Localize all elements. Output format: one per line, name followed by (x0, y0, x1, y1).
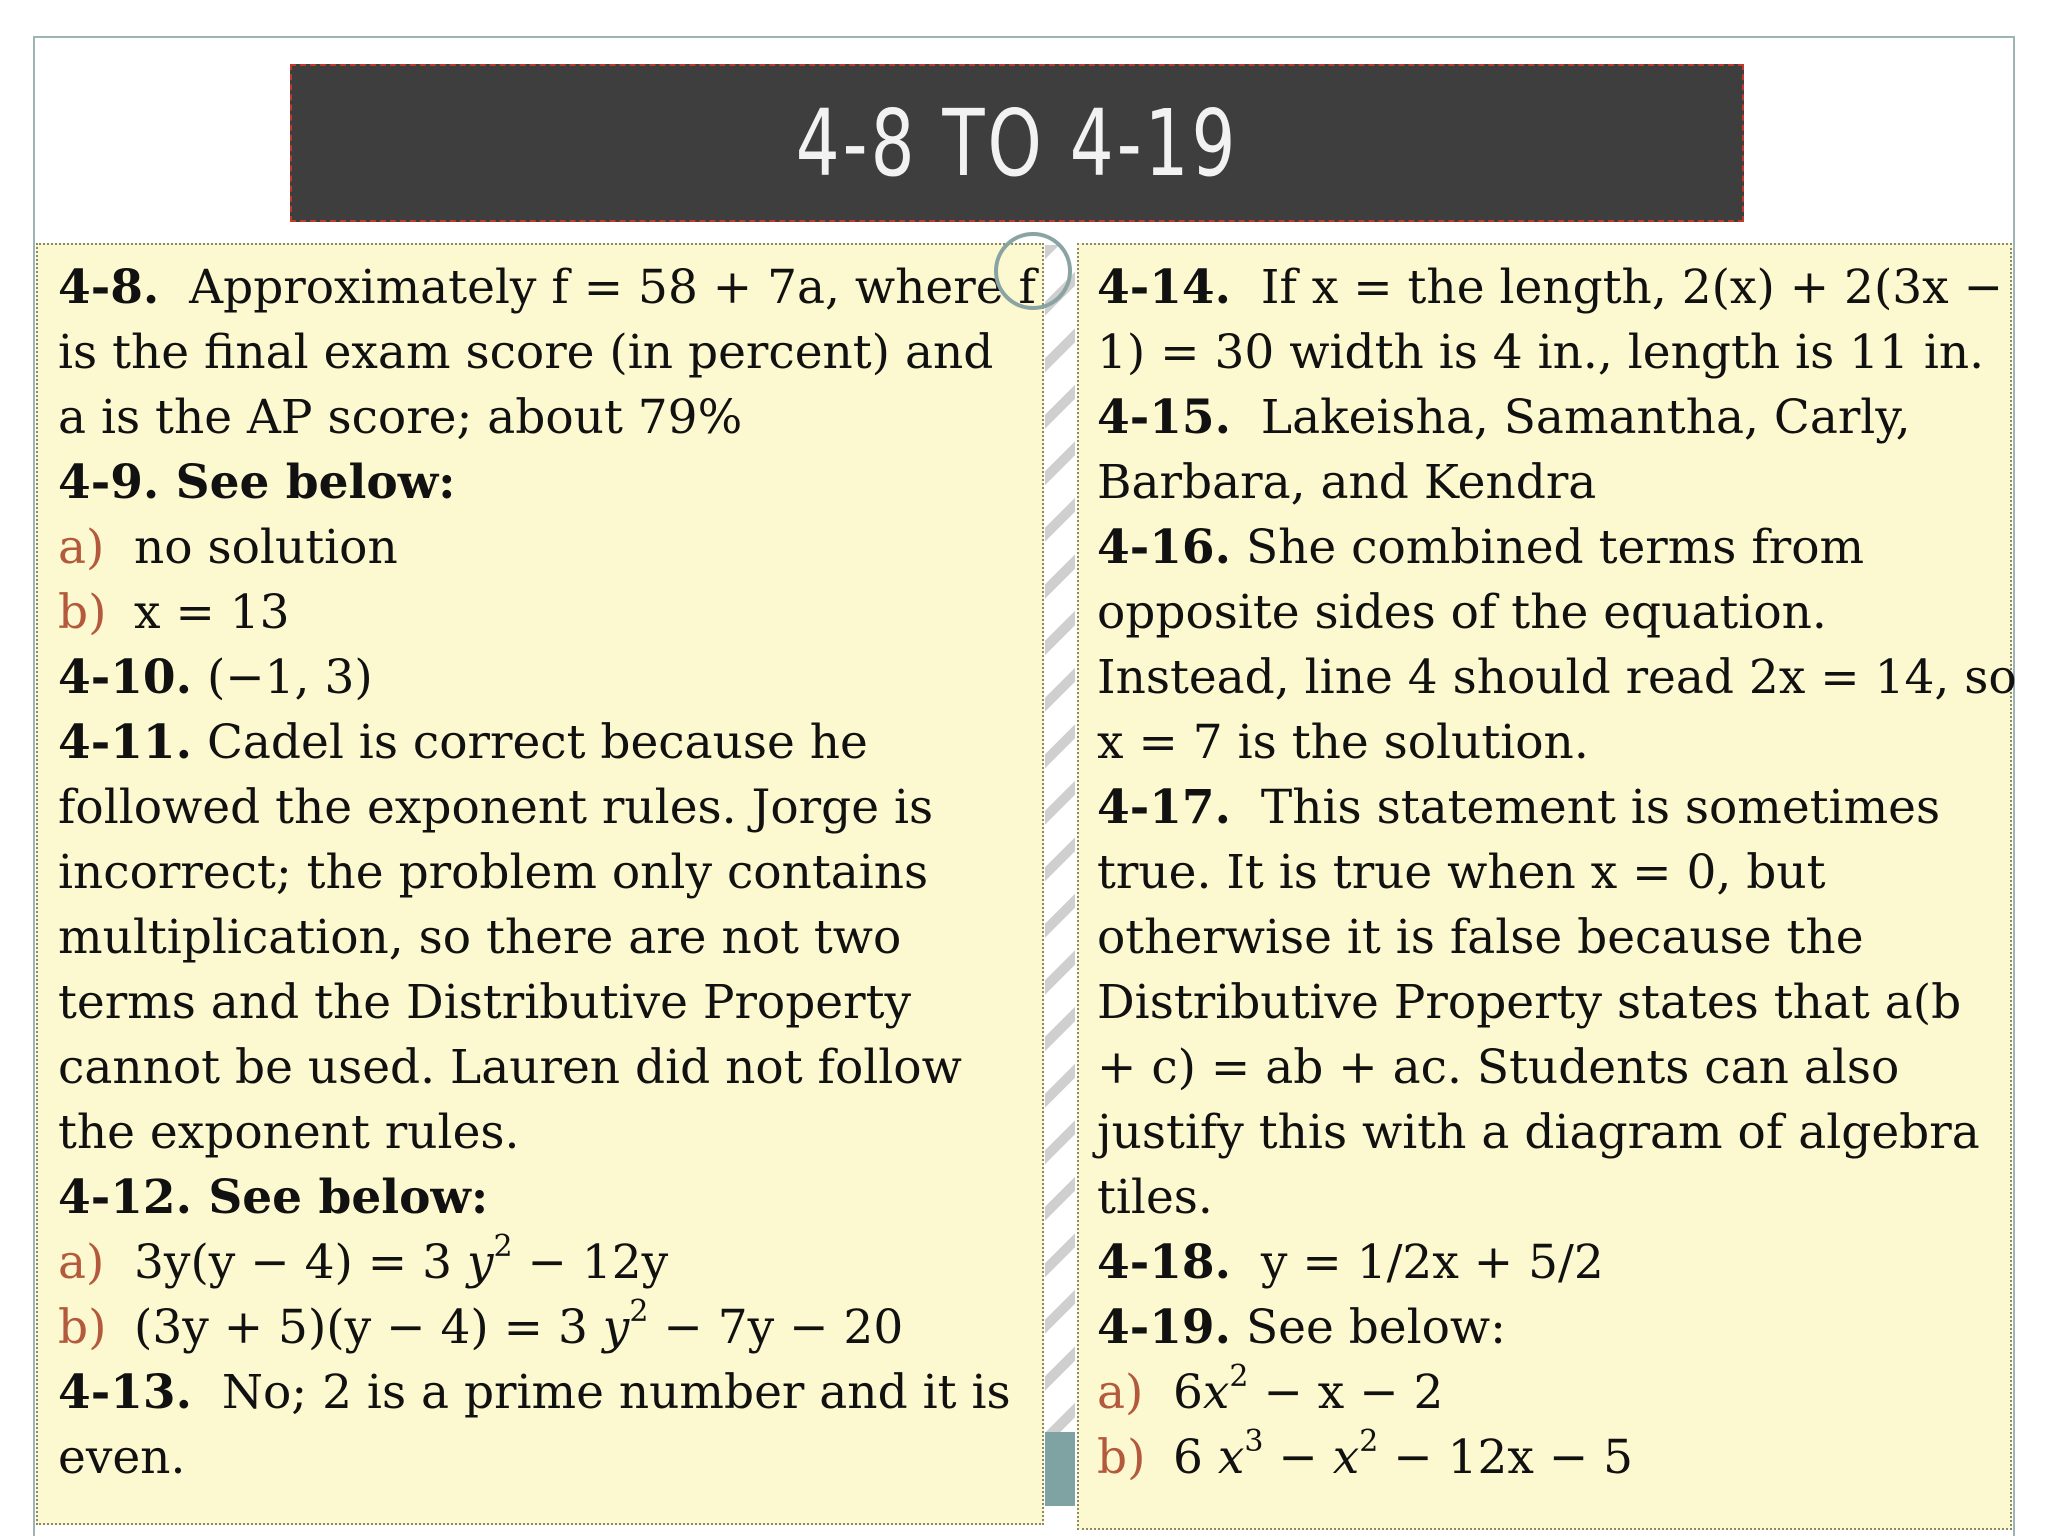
answer-4-17-line-5: + c) = ab + ac. Students can also (1097, 1040, 1900, 1095)
problem-number: 4-15. (1097, 390, 1231, 445)
expr-exponent: 2 (1359, 1424, 1379, 1459)
answer-4-17-line-7: tiles. (1097, 1170, 1213, 1225)
answer-4-12-b (58, 1295, 1024, 1360)
expr-post: − 12y (512, 1235, 669, 1290)
answer-4-13-line-1 (58, 1360, 1024, 1425)
answer-4-19-heading (1097, 1295, 2002, 1360)
answer-text: Cadel is correct because he (206, 715, 868, 770)
answer-4-16-line-3: Instead, line 4 should read 2x = 14, so (1097, 650, 2017, 705)
expr-exponent: 2 (1229, 1359, 1249, 1394)
slide-title: 4-8 TO 4-19 (795, 89, 1239, 197)
answer-4-17-line-3: otherwise it is false because the (1097, 910, 1864, 965)
problem-number: 4-16. (1097, 520, 1231, 575)
answer-4-15-line-2: Barbara, and Kendra (1097, 455, 1597, 510)
sub-text: x = 13 (134, 585, 290, 640)
answer-text: y = 1/2x + 5/2 (1260, 1235, 1604, 1290)
sub-label: b) (1097, 1430, 1146, 1485)
right-answer-panel (1077, 243, 2017, 1530)
expr-mid: − (1263, 1430, 1333, 1485)
sub-label: b) (58, 585, 107, 640)
answer-4-18 (1097, 1230, 2002, 1295)
expr-post: − 7y − 20 (648, 1300, 904, 1355)
sub-label: a) (58, 520, 105, 575)
title-banner (290, 64, 1744, 222)
answer-text: See below: (1245, 1300, 1506, 1355)
answer-4-11-line-4: multiplication, so there are not two (58, 910, 902, 965)
answer-text: Approximately f = 58 + 7a, where f (189, 260, 1036, 315)
answer-4-11-line-5: terms and the Distributive Property (58, 975, 912, 1030)
answer-4-15-line-1 (1097, 385, 2002, 450)
expr-pre: (3y + 5)(y − 4) = 3 (134, 1300, 603, 1355)
answer-4-17-line-4: Distributive Property states that a(b (1097, 975, 1962, 1030)
answer-4-16-line-2: opposite sides of the equation. (1097, 585, 1827, 640)
answer-4-17-line-6: justify this with a diagram of algebra (1097, 1105, 1980, 1160)
answer-4-10 (58, 645, 1024, 710)
answer-4-8-line-2: is the final exam score (in percent) and (58, 325, 994, 380)
answer-4-14-line-1 (1097, 255, 2002, 320)
problem-number: 4-8. (58, 260, 160, 315)
answer-text: If x = the length, 2(x) + 2(3x − (1260, 260, 2004, 315)
answer-4-19-b (1097, 1425, 2002, 1490)
expr-var: x (1217, 1430, 1245, 1485)
answer-4-11-line-7: the exponent rules. (58, 1105, 520, 1160)
problem-number: 4-11. (58, 715, 192, 770)
answer-4-17-line-1 (1097, 775, 2002, 840)
answer-4-11-line-1 (58, 710, 1024, 775)
answer-4-11-line-3: incorrect; the problem only contains (58, 845, 929, 900)
answer-4-8-line-1 (58, 255, 1036, 320)
expr-var: x (1202, 1365, 1230, 1420)
expr-var: x (1332, 1430, 1360, 1485)
expr-exponent: 2 (629, 1294, 649, 1329)
expr-exponent: 2 (493, 1229, 513, 1264)
answer-4-9-b (58, 580, 1024, 645)
answer-4-12-heading: 4-12. See below: (58, 1170, 489, 1225)
answer-text: (−1, 3) (206, 650, 373, 705)
sub-label: b) (58, 1300, 107, 1355)
answer-text: Lakeisha, Samantha, Carly, (1260, 390, 1911, 445)
answer-4-14-line-2: 1) = 30 width is 4 in., length is 11 in. (1097, 325, 1985, 380)
sub-text: no solution (134, 520, 398, 575)
left-answer-panel (36, 243, 1044, 1525)
problem-number: 4-19. (1097, 1300, 1231, 1355)
divider-accent (1045, 1432, 1075, 1506)
answer-4-16-line-1 (1097, 515, 2002, 580)
answer-4-9-a (58, 515, 1024, 580)
sub-label: a) (1097, 1365, 1144, 1420)
problem-number: 4-18. (1097, 1235, 1231, 1290)
answer-4-19-a (1097, 1360, 2002, 1425)
answer-4-13-line-2: even. (58, 1430, 186, 1485)
answer-4-9-heading: 4-9. See below: (58, 455, 456, 510)
expr-coef: 6 (1173, 1430, 1218, 1485)
answer-4-11-line-2: followed the exponent rules. Jorge is (58, 780, 934, 835)
divider-stripes (1045, 245, 1075, 1505)
answer-4-8-line-3: a is the AP score; about 79% (58, 390, 743, 445)
expr-exponent: 3 (1244, 1424, 1264, 1459)
answer-4-16-line-4: x = 7 is the solution. (1097, 715, 1589, 770)
problem-number: 4-13. (58, 1365, 192, 1420)
expr-coef: 6 (1173, 1365, 1203, 1420)
expr-post: − 12x − 5 (1378, 1430, 1634, 1485)
answer-4-12-a (58, 1230, 1024, 1295)
expr-pre: 3y(y − 4) = 3 (134, 1235, 467, 1290)
answer-text: This statement is sometimes (1260, 780, 1941, 835)
answer-4-11-line-6: cannot be used. Lauren did not follow (58, 1040, 962, 1095)
expr-var: y (602, 1300, 630, 1355)
problem-number: 4-17. (1097, 780, 1231, 835)
answer-4-17-line-2: true. It is true when x = 0, but (1097, 845, 1826, 900)
problem-number: 4-10. (58, 650, 192, 705)
sub-label: a) (58, 1235, 105, 1290)
expr-var: y (466, 1235, 494, 1290)
binder-ring (994, 232, 1072, 310)
answer-text: No; 2 is a prime number and it is (221, 1365, 1011, 1420)
problem-number: 4-14. (1097, 260, 1231, 315)
expr-post: − x − 2 (1248, 1365, 1444, 1420)
answer-text: She combined terms from (1245, 520, 1865, 575)
